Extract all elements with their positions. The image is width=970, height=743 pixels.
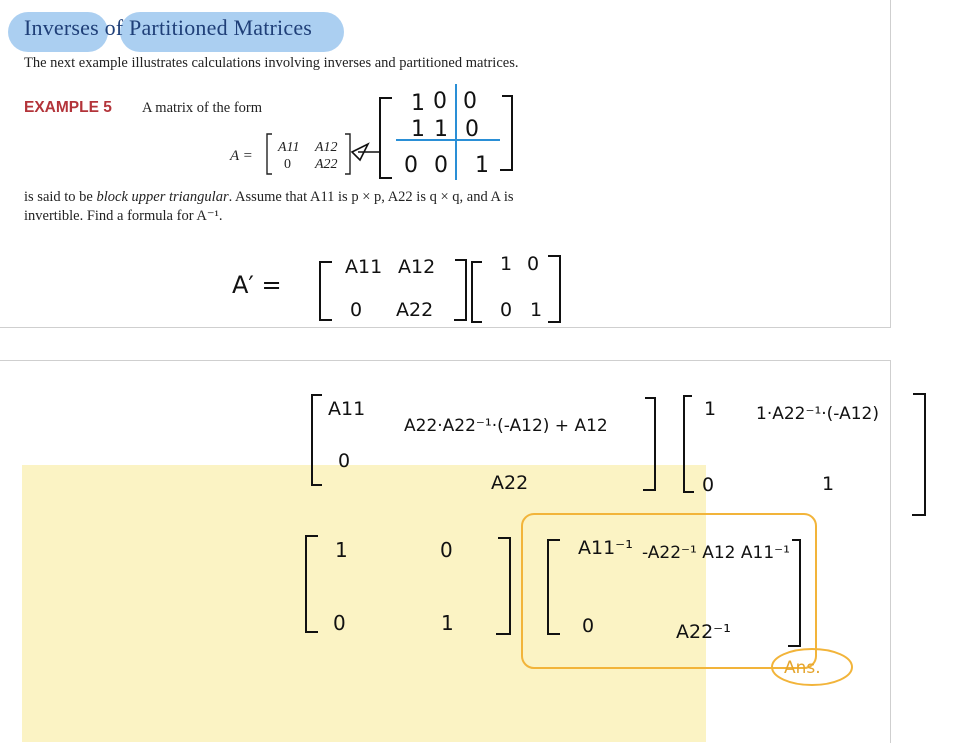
printed-matrix-right-bracket	[345, 134, 350, 174]
row1r-right-bracket	[912, 394, 925, 515]
printed-entry-a11: A11	[278, 140, 300, 155]
printed-matrix-left-bracket	[267, 134, 272, 174]
row2-22: 1	[441, 611, 454, 635]
title-part-1: Inverses	[24, 15, 99, 40]
example-text: A matrix of the form	[142, 100, 263, 116]
grid-31: 0	[404, 153, 418, 178]
row2-right-bracket	[496, 538, 510, 634]
m2-12: 0	[527, 253, 540, 275]
grid-32: 0	[434, 153, 448, 178]
arrow-mark	[352, 144, 380, 160]
m1-a12: A12	[398, 256, 436, 278]
grid-23: 0	[465, 117, 479, 142]
answer-11: A11⁻¹	[578, 537, 633, 559]
matrix-lhs: A =	[230, 148, 253, 164]
answer-box	[522, 514, 816, 668]
title-part-2: of Partitioned Matrices	[98, 15, 313, 40]
row1-zero: 0	[338, 450, 351, 472]
grid-13: 0	[463, 89, 477, 114]
grid-21: 1	[411, 117, 425, 142]
printed-entry-a12: A12	[315, 140, 338, 155]
body-line1-a: is said to be	[24, 189, 97, 205]
m1-a22: A22	[396, 299, 434, 321]
printed-entry-zero: 0	[284, 157, 291, 172]
m2-22: 1	[530, 299, 543, 321]
row2-left-bracket	[306, 536, 318, 632]
row1-a22: A22	[491, 472, 529, 494]
body-line1-b: . Assume that A11 is p × p, A22 is q × q, and A is	[228, 189, 514, 205]
grid-33: 1	[475, 153, 489, 178]
answer-left-bracket	[548, 540, 560, 634]
grid-right-bracket	[500, 96, 512, 170]
example-label: EXAMPLE 5	[24, 99, 112, 116]
printed-entry-a22: A22	[315, 157, 338, 172]
row1r-11: 1	[704, 398, 717, 420]
m2-11: 1	[500, 253, 513, 275]
grid-left-bracket	[380, 98, 392, 178]
row1-left-bracket	[312, 395, 322, 485]
grid-22: 1	[434, 117, 448, 142]
row1-expression: A22·A22⁻¹·(-A12) + A12	[404, 416, 608, 436]
row2-21: 0	[333, 611, 346, 635]
m2-right-bracket	[548, 256, 560, 322]
m1-zero: 0	[350, 299, 363, 321]
row1r-12: 1·A22⁻¹·(-A12)	[756, 404, 879, 424]
m2-21: 0	[500, 299, 513, 321]
intro-text: The next example illustrates calculations involving inverses and partitioned matrices.	[24, 55, 519, 71]
row2-11: 1	[335, 538, 348, 562]
answer-12: -A22⁻¹ A12 A11⁻¹	[642, 543, 790, 563]
row2-12: 0	[440, 538, 453, 562]
answer-21: 0	[582, 615, 595, 637]
a-inverse-label: A′ =	[232, 271, 282, 299]
m1-a11: A11	[345, 256, 383, 278]
ans-label: Ans.	[784, 658, 821, 678]
body-line1-em: block upper triangular	[96, 189, 229, 205]
m1-left-bracket	[320, 262, 332, 320]
answer-22: A22⁻¹	[676, 621, 731, 643]
m1-right-bracket	[454, 260, 466, 320]
grid-12: 0	[433, 89, 447, 114]
body-line2: invertible. Find a formula for A⁻¹.	[24, 208, 223, 224]
row1r-21: 0	[702, 474, 715, 496]
row1r-left-bracket	[684, 396, 694, 492]
row1r-22: 1	[822, 473, 835, 495]
row1-right-bracket	[643, 398, 655, 490]
grid-11: 1	[411, 91, 425, 116]
m2-left-bracket	[472, 262, 482, 322]
row1-a11: A11	[328, 398, 366, 420]
